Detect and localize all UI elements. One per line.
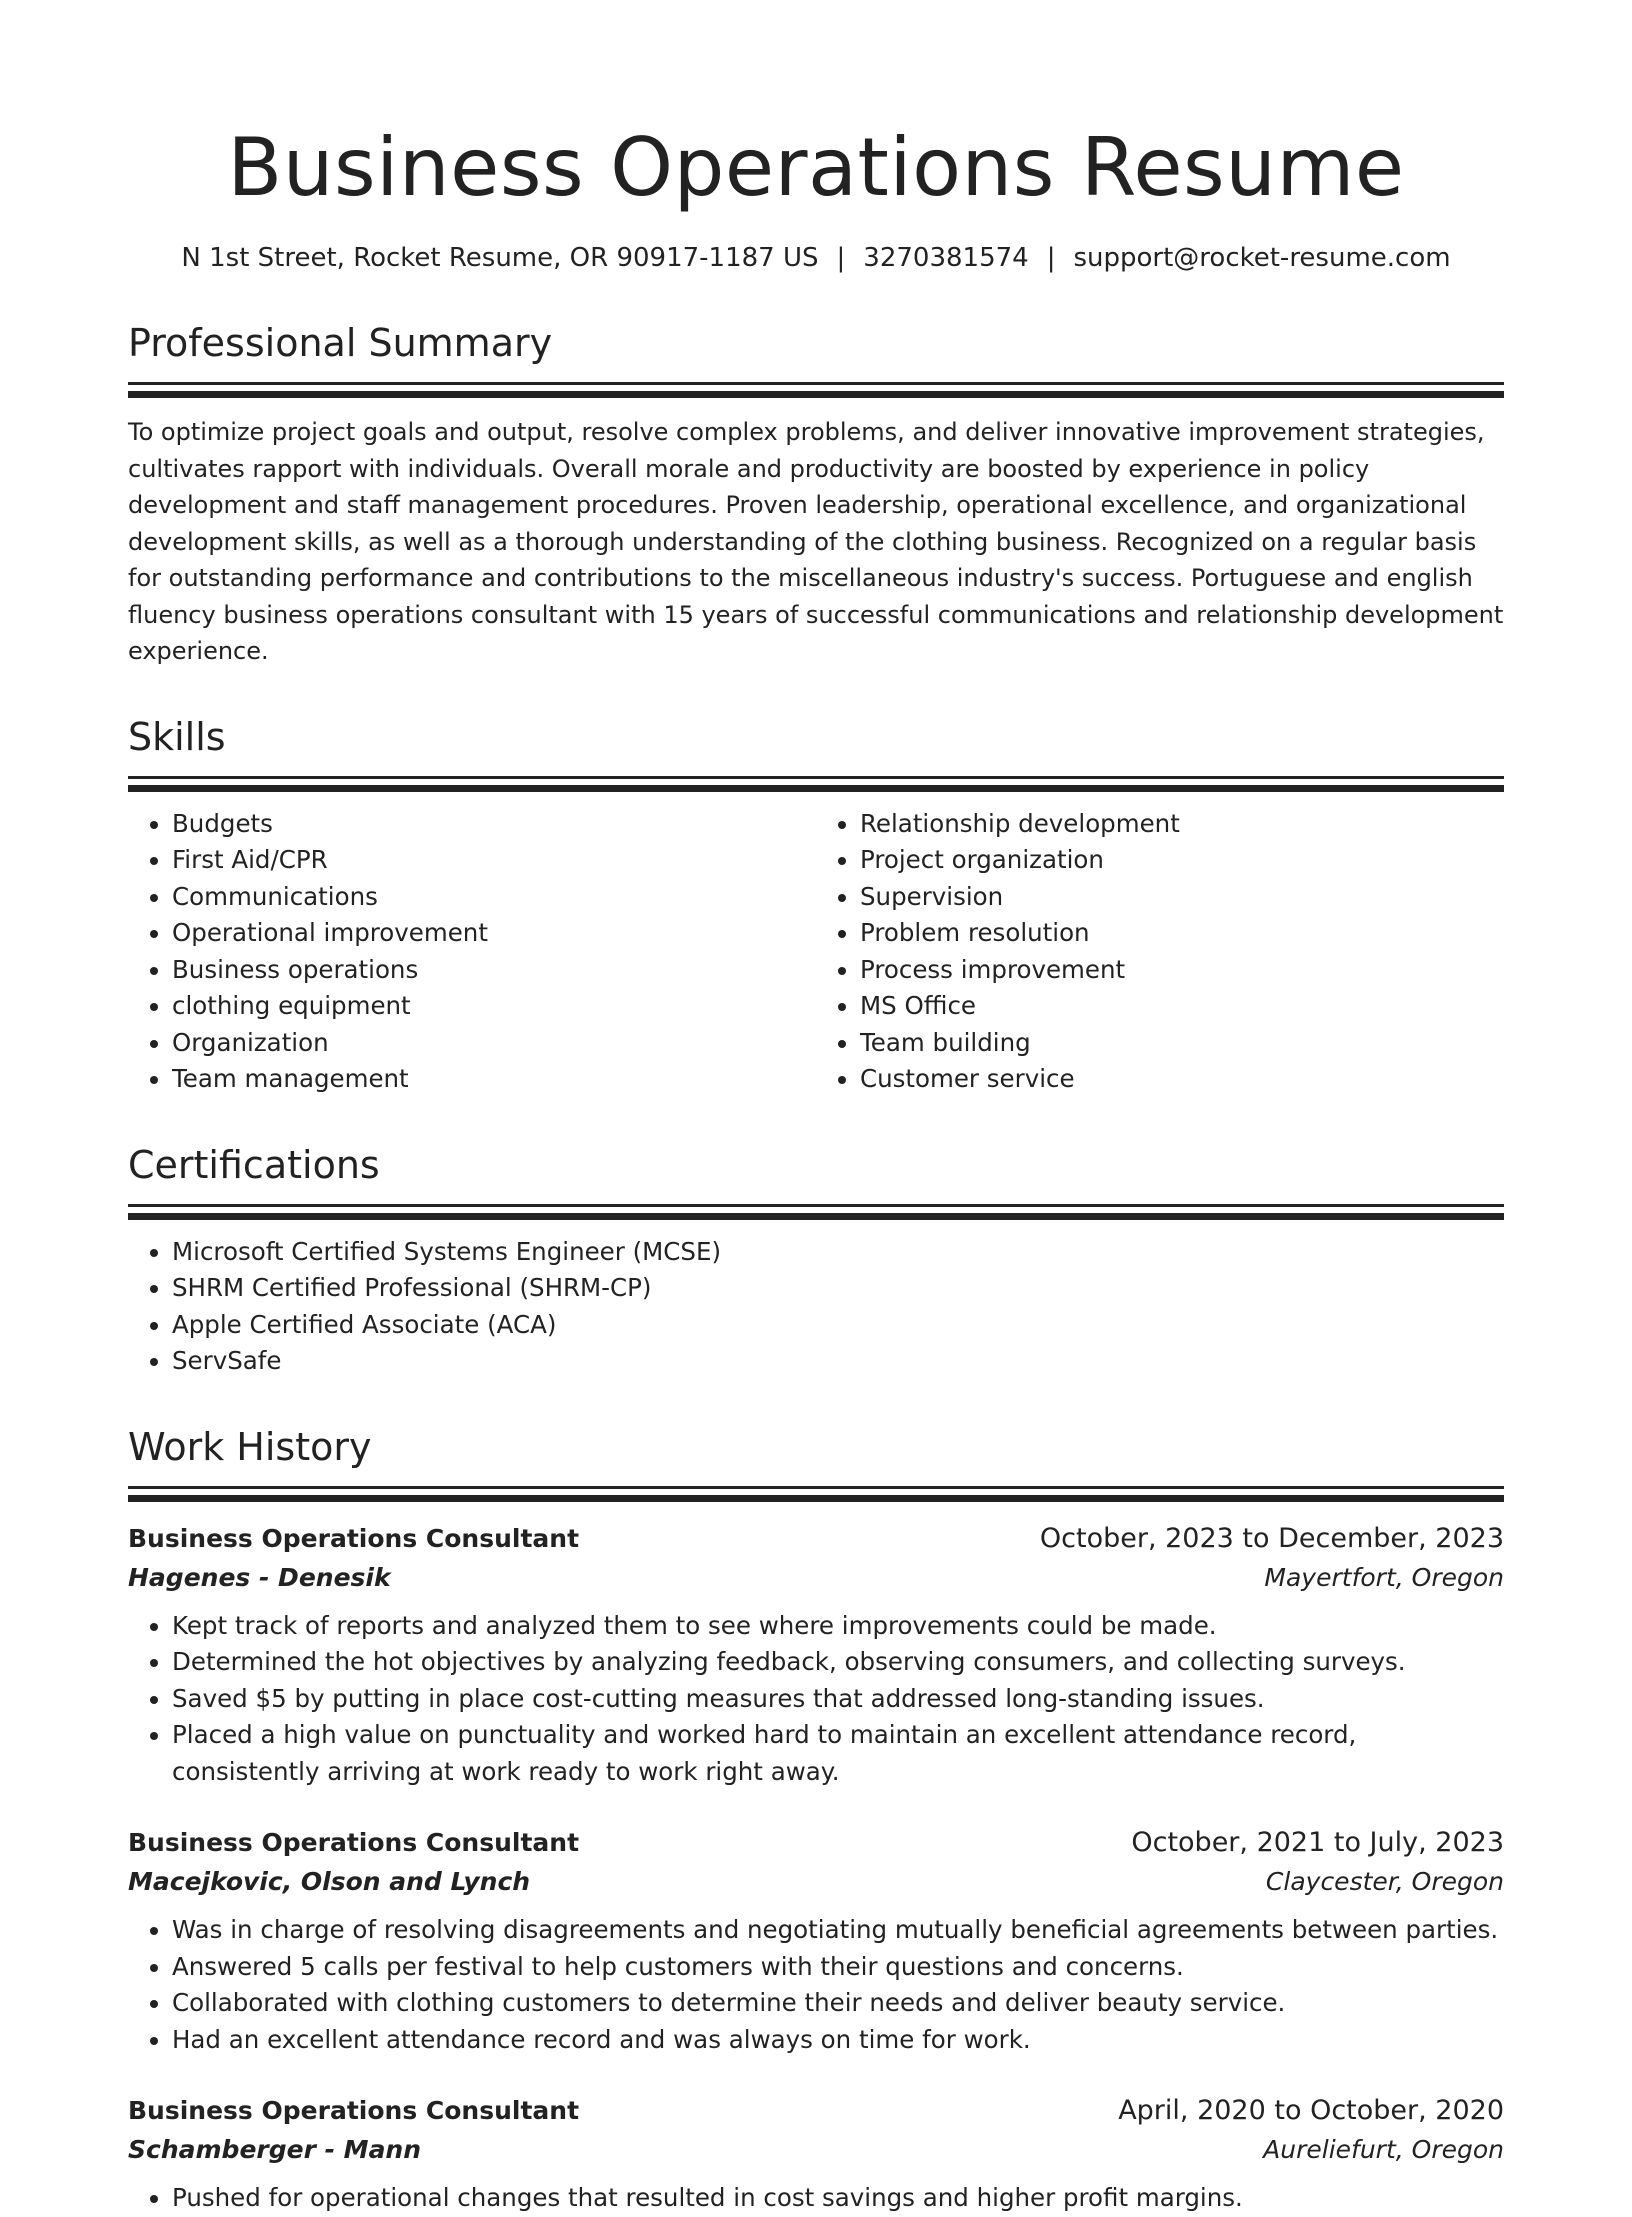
section-divider-thick — [128, 785, 1504, 792]
contact-address: N 1st Street, Rocket Resume, OR 90917-1187 US — [181, 243, 819, 273]
job-company: Hagenes - Denesik — [128, 1562, 391, 1592]
certification-item: • Apple Certified Associate (ACA) — [172, 1307, 1504, 1344]
skill-item: • Business operations — [172, 952, 816, 989]
certification-item: • ServSafe — [172, 1343, 1504, 1380]
certifications-section — [128, 1140, 1504, 1380]
section-divider-thick — [128, 391, 1504, 398]
skill-item: • Supervision — [860, 879, 1504, 916]
contact-separator: | — [836, 243, 846, 273]
resume-title: Business Operations Resume — [227, 121, 1405, 214]
work-history-section — [128, 1422, 1504, 2217]
job-title: Business Operations Consultant — [128, 2096, 580, 2125]
job-company-row — [128, 2130, 1504, 2170]
skill-item: • First Aid/CPR — [172, 842, 816, 879]
job-dates: October, 2023 to December, 2023 — [1039, 1522, 1504, 1554]
job-header-row — [128, 2092, 1504, 2130]
job-bullet: • Collaborated with clothing customers to determine their needs and deliver beauty service. — [172, 1985, 1504, 2022]
skill-item: • Team management — [172, 1061, 816, 1098]
skill-item: • Operational improvement — [172, 915, 816, 952]
job-entry — [128, 2092, 1504, 2217]
skill-item: • Project organization — [860, 842, 1504, 879]
skills-section — [128, 712, 1504, 1098]
skill-item: • Communications — [172, 879, 816, 916]
summary-section — [128, 318, 1504, 670]
skill-item: • Relationship development — [860, 806, 1504, 843]
summary-text: To optimize project goals and output, resolve complex problems, and deliver innovative improvement strategies, cultivates rapport with individuals. Overall morale and productivity are boosted by experience in policy development and staff management procedures. Proven leadership, operational excellence, and organizational development skills, as well as a thorough understanding of the clothing business. Recognized on a regular basis for outstanding performance and contributions to the miscellaneous industry's success. Portuguese and english fluency business operations consultant with 15 years of successful communications and relationship development experience. — [128, 418, 1504, 665]
job-bullet: • Determined the hot objectives by analyzing feedback, observing consumers, and collecting surveys. — [172, 1644, 1504, 1681]
job-bullets — [128, 1608, 1504, 1791]
section-divider-thin — [128, 776, 1504, 779]
section-divider-thin — [128, 382, 1504, 385]
job-company-row — [128, 1558, 1504, 1598]
job-bullet: • Answered 5 calls per festival to help customers with their questions and concerns. — [172, 1949, 1504, 1986]
job-bullets — [128, 2180, 1504, 2217]
job-header-row — [128, 1520, 1504, 1558]
skill-item: • Organization — [172, 1025, 816, 1062]
job-bullet: • Pushed for operational changes that resulted in cost savings and higher profit margins. — [172, 2180, 1504, 2217]
skill-item: • Team building — [860, 1025, 1504, 1062]
contact-line — [128, 240, 1504, 276]
skill-item: • Budgets — [172, 806, 816, 843]
skill-item: • MS Office — [860, 988, 1504, 1025]
job-dates: April, 2020 to October, 2020 — [1118, 2095, 1504, 2126]
job-company: Schamberger - Mann — [128, 2135, 422, 2164]
skills-list-right — [816, 806, 1504, 1098]
job-location: Claycester, Oregon — [1265, 1867, 1504, 1896]
job-location: Mayertfort, Oregon — [1264, 1562, 1504, 1592]
skill-item: • Process improvement — [860, 952, 1504, 989]
job-header-row — [128, 1824, 1504, 1862]
contact-email: support@rocket-resume.com — [1073, 243, 1451, 273]
contact-phone: 3270381574 — [863, 243, 1029, 273]
job-bullet: • Kept track of reports and analyzed them to see where improvements could be made. — [172, 1608, 1504, 1645]
section-title-skills: Skills — [128, 714, 226, 759]
skill-item: • Customer service — [860, 1061, 1504, 1098]
skills-list-left — [128, 806, 816, 1098]
job-entry — [128, 1824, 1504, 2058]
job-dates: October, 2021 to July, 2023 — [1131, 1827, 1504, 1858]
job-bullet: • Was in charge of resolving disagreements and negotiating mutually beneficial agreements between parties. — [172, 1912, 1504, 1949]
section-title-certifications: Certifications — [128, 1142, 380, 1187]
skill-item: • Problem resolution — [860, 915, 1504, 952]
job-title: Business Operations Consultant — [128, 1828, 580, 1857]
section-divider-thick — [128, 1213, 1504, 1220]
section-divider-thin — [128, 1204, 1504, 1207]
job-location: Aureliefurt, Oregon — [1263, 2135, 1504, 2164]
certification-item: • SHRM Certified Professional (SHRM-CP) — [172, 1270, 1504, 1307]
section-divider-thick — [128, 1495, 1504, 1502]
skill-item: • clothing equipment — [172, 988, 816, 1025]
job-bullet: • Had an excellent attendance record and was always on time for work. — [172, 2022, 1504, 2059]
skills-grid — [128, 792, 1504, 1098]
job-title: Business Operations Consultant — [128, 1523, 580, 1553]
contact-separator: | — [1046, 243, 1056, 273]
section-title-work-history: Work History — [128, 1424, 372, 1469]
job-company: Macejkovic, Olson and Lynch — [128, 1867, 531, 1896]
job-entry — [128, 1520, 1504, 1791]
certification-item: • Microsoft Certified Systems Engineer (MCSE) — [172, 1234, 1504, 1271]
certifications-list — [128, 1234, 1504, 1380]
job-company-row — [128, 1862, 1504, 1902]
section-title-summary: Professional Summary — [128, 321, 553, 365]
job-bullet: • Saved $5 by putting in place cost-cutting measures that addressed long-standing issues. — [172, 1681, 1504, 1718]
job-bullet: • Placed a high value on punctuality and worked hard to maintain an excellent attendance record, consistently arriving at work ready to work right away. — [172, 1717, 1504, 1790]
job-bullets — [128, 1912, 1504, 2058]
section-divider-thin — [128, 1486, 1504, 1489]
